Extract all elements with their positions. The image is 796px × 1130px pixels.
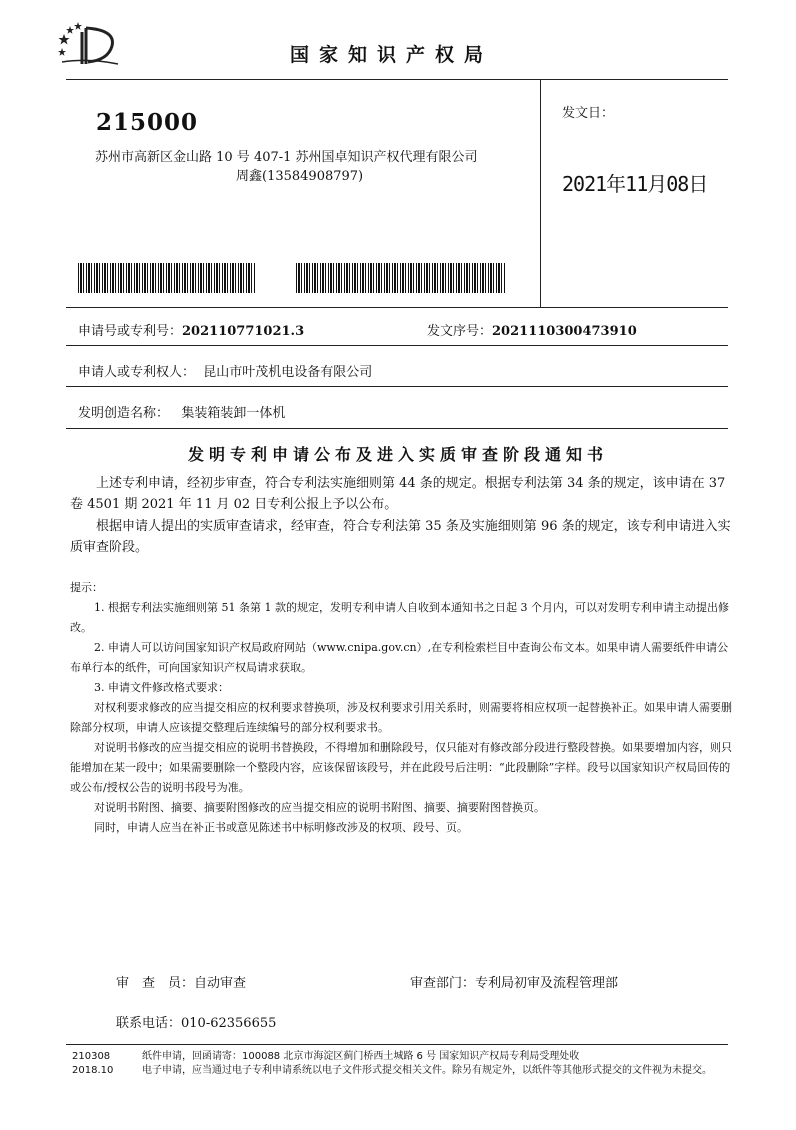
footer-line-2: 电子申请，应当通过电子专利申请系统以电子文件形式提交相关文件。除另有规定外，以纸件等其他形式提交的文件视为未提交。 [142,1065,712,1076]
office-name: 国家知识产权局 [290,44,494,66]
notice-title: 发明专利申请公布及进入实质审查阶段通知书 [187,445,608,464]
header-divider [540,79,541,307]
send-date-value: 2021年11月08日 [562,172,708,196]
notice-paragraph-2: 根据申请人提出的实质审查请求，经审查，符合专利法第 35 条及实施细则第 96 条的规定，该专利申请进入实质审查阶段。 [70,519,731,555]
application-number-label: 申请号或专利号： [78,324,183,339]
footer-text [142,1050,734,1078]
invention-row [78,402,285,421]
invention-value: 集装箱装卸一体机 [181,406,286,421]
phone-value: 010-62356655 [181,1016,277,1031]
invention-label: 发明创造名称： [78,406,170,421]
tip-item: 同时，申请人应当在补正书或意见陈述书中标明修改涉及的权项、段号、页。 [94,821,468,834]
document-number-row [427,320,637,339]
document-number-label: 发文序号： [427,324,493,339]
examiner-value: 自动审查 [194,976,247,991]
tip-item: 1. 根据专利法实施细则第 51 条第 1 款的规定，发明专利申请人自收到本通知书之日起 3 个月内，可以对发明专利申请主动提出修改。 [70,601,729,634]
recipient-address: 苏州市高新区金山路 10 号 407-1 苏州国卓知识产权代理有限公司 [95,150,478,165]
department-row [410,972,618,991]
barcode-left [78,263,256,293]
header-top-rule [66,79,728,80]
fields-rule-1 [66,345,728,346]
department-value: 专利局初审及流程管理部 [475,976,619,991]
form-code: 210308 [72,1051,111,1062]
footer-rule [66,1044,728,1045]
tips-heading: 提示： [70,581,103,594]
footer-line-1: 纸件申请，回函请寄：100088 北京市海淀区蓟门桥西土城路 6 号 国家知识产权局专利局受理处收 [142,1051,580,1062]
department-label: 审查部门： [410,976,476,991]
tip-item: 对说明书附图、摘要、摘要附图修改的应当提交相应的说明书附图、摘要、摘要附图替换页。 [94,801,545,814]
fields-rule-2 [66,386,728,387]
tip-item: 3. 申请文件修改格式要求： [94,681,229,694]
applicant-value: 昆山市叶茂机电设备有限公司 [203,365,373,380]
document-number-value: 2021110300473910 [492,324,637,339]
examiner-label: 审 查 员： [116,976,195,991]
examiner-row [116,972,246,991]
tip-item: 对权利要求修改的应当提交相应的权利要求替换项，涉及权利要求引用关系时，则需要将相应权项一起替换补正。如果申请人需要删除部分权项，申请人应该提交整理后连续编号的部分权利要求书。 [70,701,732,734]
tip-item: 2. 申请人可以访问国家知识产权局政府网站（www.cnipa.gov.cn）,在专利检索栏目中查询公布文本。如果申请人需要纸件申请公布单行本的纸件，可向国家知识产权局请求获取。 [70,641,729,674]
barcode-right [296,263,506,293]
notice-paragraph-1: 上述专利申请，经初步审查，符合专利法实施细则第 44 条的规定。根据专利法第 34 条的规定，该申请在 37 卷 4501 期 2021 年 11 月 02 日专利公报上予以公布。 [70,476,726,512]
header-bottom-rule [66,307,728,308]
fields-rule-3 [66,428,728,429]
phone-label: 联系电话： [116,1016,182,1031]
tips-section [70,578,732,838]
postal-code: 215000 [96,109,199,136]
applicant-label: 申请人或专利权人： [78,365,196,380]
tip-item: 对说明书修改的应当提交相应的说明书替换段，不得增加和删除段号，仅只能对有修改部分段进行整段替换。如果要增加内容，则只能增加在某一段中；如果需要删除一个整段内容，应该保留该段号，并在此段号后注明：“此段删除”字样。段号以国家知识产权局回传的或公布/授权公告的说明书段号为准。 [70,741,732,794]
send-date-label: 发文日： [562,106,615,121]
form-date: 2018.10 [72,1065,114,1076]
recipient-contact: 周鑫(13584908797) [236,169,364,184]
applicant-row [78,361,372,380]
application-number-value: 202110771021.3 [182,324,305,339]
phone-row [116,1012,276,1031]
application-number-row [78,320,304,339]
cnipa-logo-icon [58,22,120,66]
